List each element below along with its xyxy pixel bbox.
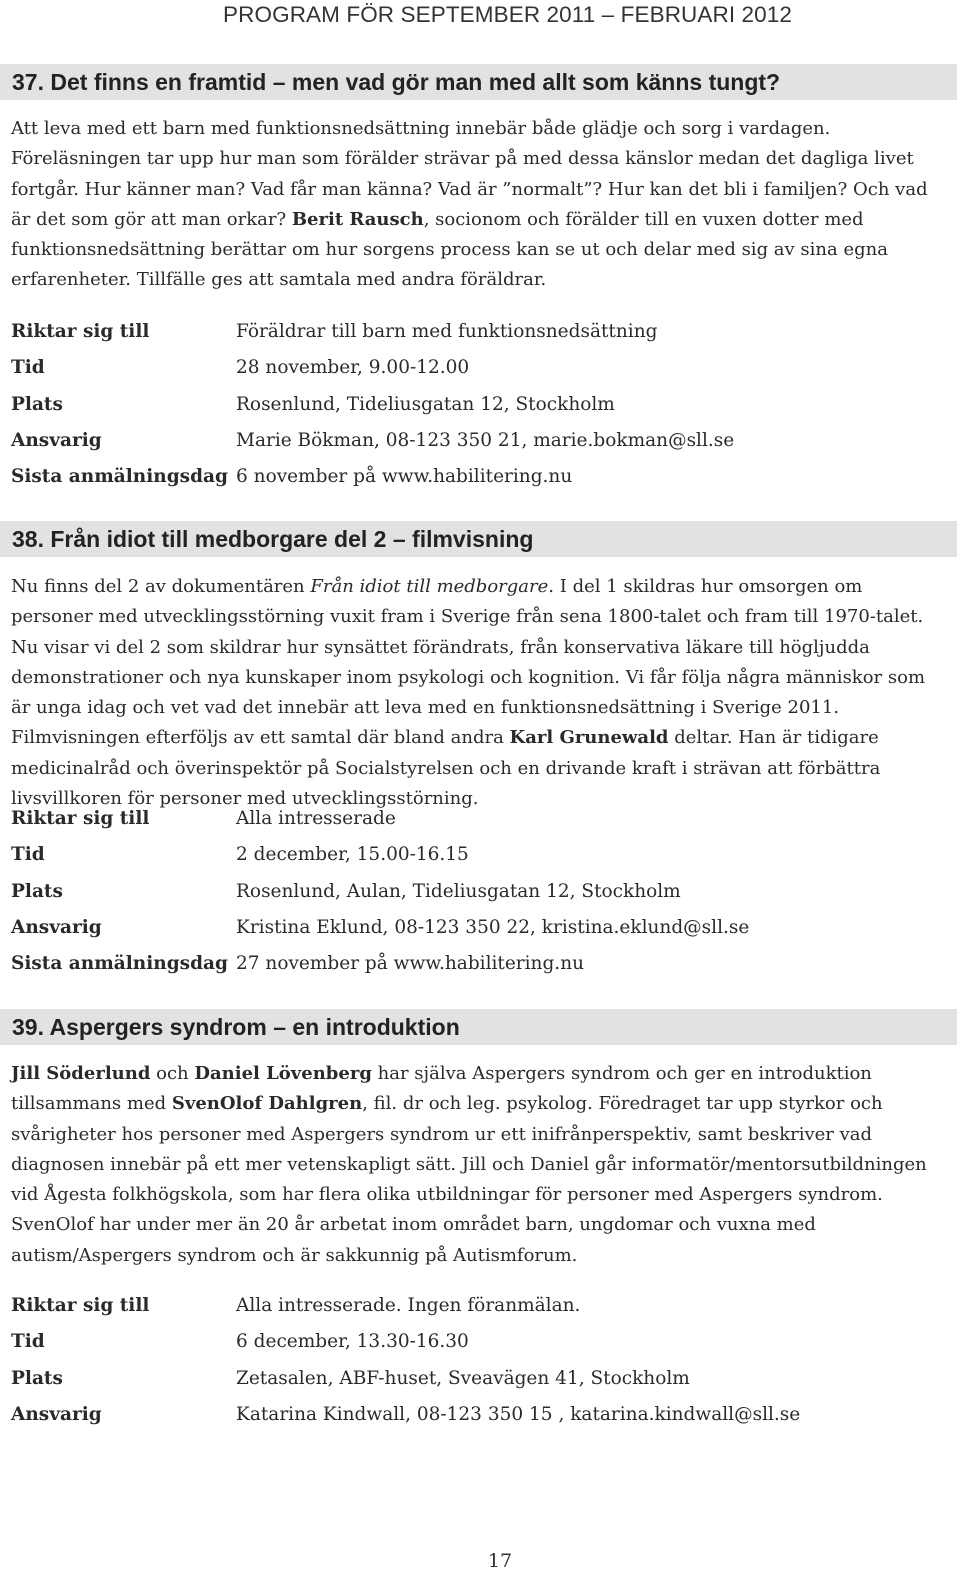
section-37-info [11, 321, 946, 502]
text: och [150, 1063, 195, 1084]
info-label: Riktar sig till [11, 321, 150, 342]
section-heading-37: 37. Det finns en framtid – men vad gör man med allt som känns tungt? [0, 64, 957, 100]
info-value: Rosenlund, Tideliusgatan 12, Stockholm [236, 393, 615, 415]
info-value: Föräldrar till barn med funktionsnedsättning [236, 321, 658, 342]
info-row-deadline [11, 466, 946, 502]
info-row-responsible [11, 1404, 946, 1440]
speaker-name: Berit Rausch [291, 208, 424, 230]
info-value: Katarina Kindwall, 08-123 350 15 , katarina.kindwall@sll.se [236, 1403, 801, 1425]
info-value: Zetasalen, ABF-huset, Sveavägen 41, Stockholm [236, 1367, 690, 1389]
section-38-info [11, 808, 946, 989]
info-value: 28 november, 9.00-12.00 [236, 357, 470, 379]
info-label: Ansvarig [11, 429, 102, 451]
text: , socionom och förälder till en vuxen dotter med funktionsnedsättning berättar om hur sorgens process kan se ut och delar med sig av sina egna erfarenheter. Tillfälle ges att samtala med andra föräldrar. [11, 208, 888, 291]
page-header: PROGRAM FÖR SEPTEMBER 2011 – FEBRUARI 2012 [223, 2, 792, 27]
info-value: 6 december, 13.30-16.30 [236, 1331, 469, 1353]
page-number: 17 [487, 1550, 513, 1572]
text: , fil. dr och leg. psykolog. Föredraget tar upp styrkor och svårigheter hos personer med Aspergers syndrom ur ett inifrånperspektiv, samt beskriver vad diagnosen innebär på ett mer vetenskapligt sätt. Jill och Daniel går informatör/mentorsutbildningen vid Ågesta folkhögskola, som har flera olika utbildningar för personer med Aspergers syndrom. SvenOlof har under mer än 20 år arbetat inom området barn, ungdomar och vuxna med autism/Aspergers syndrom och är sakkunnig på Autismforum. [11, 1093, 927, 1266]
info-row-place [11, 394, 946, 430]
speaker-name: Daniel Lövenberg [194, 1063, 372, 1084]
film-title: Från idiot till medborgare [310, 576, 549, 597]
info-label: Riktar sig till [11, 1295, 150, 1316]
info-row-responsible [11, 917, 946, 953]
info-label: Plats [11, 880, 63, 902]
info-value: 27 november på www.habilitering.nu [236, 953, 585, 975]
info-label: Tid [11, 1331, 45, 1353]
info-label: Ansvarig [11, 916, 102, 938]
section-39-description [11, 1059, 946, 1271]
text: Nu finns del 2 av dokumentären [11, 576, 311, 597]
info-row-deadline [11, 953, 946, 989]
info-label: Plats [11, 393, 63, 415]
speaker-name: Jill Söderlund [11, 1063, 151, 1084]
info-label: Riktar sig till [11, 808, 150, 829]
info-row-place [11, 881, 946, 917]
info-label: Tid [11, 844, 45, 866]
text: deltar. Han är tidigare medicinalråd och överinspektör på Socialstyrelsen och en drivande kraft i strävan att förbättra livsvillkoren för personer med utvecklingsstörning. [11, 727, 881, 810]
info-row-time [11, 844, 946, 880]
text: har själva Aspergers syndrom och ger en introduktion tillsammans med [11, 1063, 872, 1115]
info-row-time [11, 357, 946, 393]
info-value: 6 november på www.habilitering.nu [236, 466, 573, 488]
section-39-info [11, 1295, 946, 1440]
speaker-name: Karl Grunewald [509, 727, 669, 749]
info-row-place [11, 1368, 946, 1404]
info-row-audience [11, 321, 946, 357]
info-value: 2 december, 15.00-16.15 [236, 844, 469, 866]
info-row-time [11, 1331, 946, 1367]
text: Att leva med ett barn med funktionsnedsättning innebär både glädje och sorg i vardagen. Föreläsningen tar upp hur man som förälder strävar på med dessa känslor medan det dagliga livet fortgår. Hur känner man? Vad får man känna? Vad är ”normalt”? Hur kan det bli i familjen? Och vad är det som gör att man orkar? [11, 118, 928, 230]
info-value: Marie Bökman, 08-123 350 21, marie.bokman@sll.se [236, 429, 735, 451]
info-row-responsible [11, 430, 946, 466]
section-37-description [11, 114, 946, 296]
info-value: Alla intresserade [236, 808, 396, 829]
info-row-audience [11, 808, 946, 844]
info-label: Ansvarig [11, 1403, 102, 1425]
info-label: Tid [11, 357, 45, 379]
info-value: Rosenlund, Aulan, Tideliusgatan 12, Stockholm [236, 880, 681, 902]
speaker-name: SvenOlof Dahlgren [171, 1093, 363, 1115]
info-label: Sista anmälningsdag [11, 466, 228, 488]
info-value: Kristina Eklund, 08-123 350 22, kristina.eklund@sll.se [236, 916, 750, 938]
section-heading-39: 39. Aspergers syndrom – en introduktion [0, 1009, 957, 1045]
section-38-description [11, 572, 946, 814]
info-row-audience [11, 1295, 946, 1331]
info-value: Alla intresserade. Ingen föranmälan. [236, 1295, 581, 1316]
text: . I del 1 skildras hur omsorgen om personer med utvecklingsstörning vuxit fram i Sverige från sena 1800-talet och fram till 1970-talet. Nu visar vi del 2 som skildrar hur synsättet förändrats, från konservativa läkare till högljudda demonstrationer och nya kunskaper inom psykologi och kognition. Vi får följa några människor som är unga idag och vet vad det innebär att leva med en funktionsnedsättning i Sverige 2011. Filmvisningen efterföljs av ett samtal där bland andra [11, 576, 926, 749]
section-heading-38: 38. Från idiot till medborgare del 2 – filmvisning [0, 521, 957, 557]
info-label: Sista anmälningsdag [11, 953, 228, 975]
info-label: Plats [11, 1367, 63, 1389]
